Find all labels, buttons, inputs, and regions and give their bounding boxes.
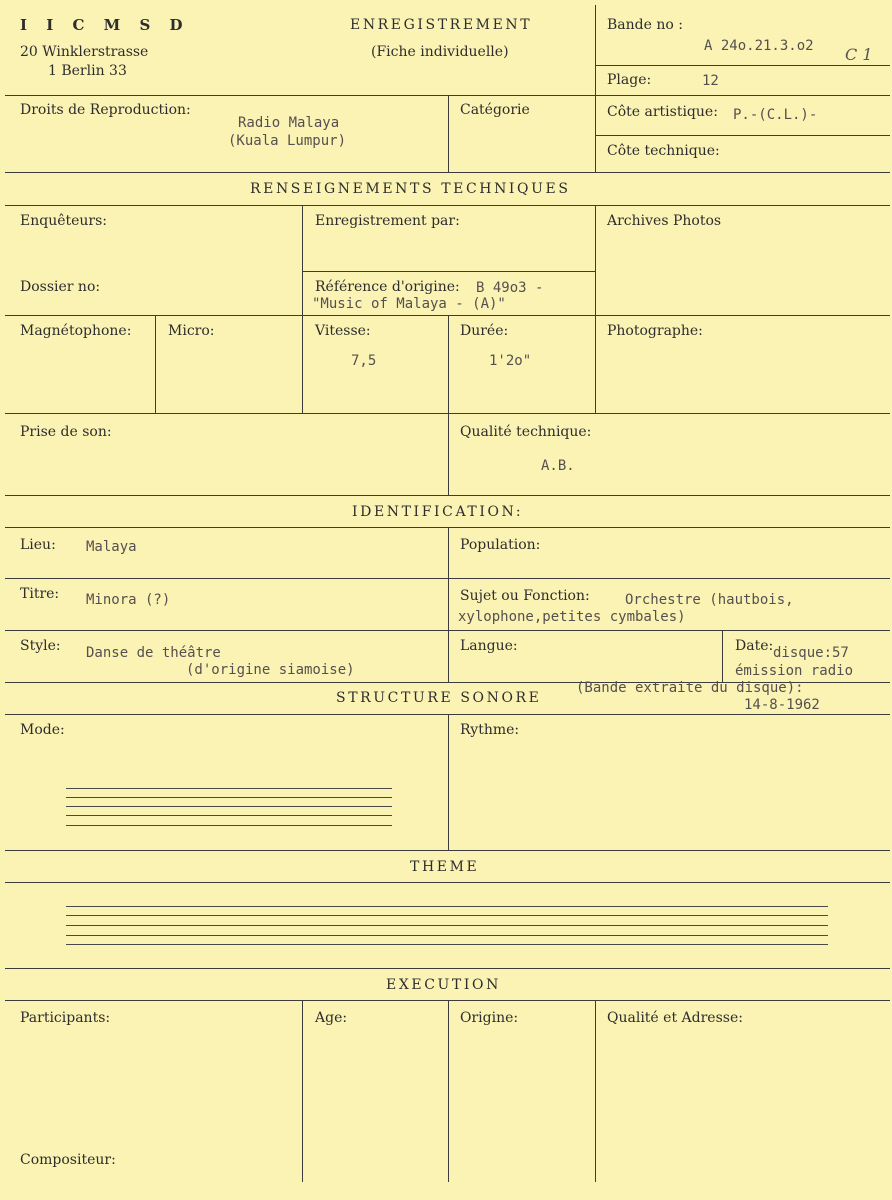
rule [595,5,596,172]
droits-label: Droits de Reproduction: [20,102,191,118]
form-subtitle: (Fiche individuelle) [371,44,509,60]
rule [448,95,449,172]
archives-photos-label: Archives Photos [607,213,722,229]
droits-value-2: (Kuala Lumpur) [228,133,347,149]
bande-handwritten-mark: C 1 [845,45,873,64]
rule [302,205,303,413]
magnetophone-label: Magnétophone: [20,323,132,339]
reference-value: B 49o3 - [476,280,544,296]
section-identification: IDENTIFICATION: [352,504,524,520]
date-value-3: (Bande extraite du disque): [576,680,804,696]
rule [448,1000,449,1182]
rule [5,172,890,173]
population-label: Population: [460,537,541,553]
rule [448,315,449,413]
vitesse-value: 7,5 [351,353,377,369]
participants-label: Participants: [20,1010,111,1026]
prise-de-son-label: Prise de son: [20,424,112,440]
micro-label: Micro: [168,323,215,339]
rule [595,205,596,413]
mode-staff-line [66,788,392,789]
rule [595,65,890,66]
qualite-technique-value: A.B. [541,458,575,474]
plage-label: Plage: [607,72,652,88]
vitesse-label: Vitesse: [315,323,371,339]
sujet-label: Sujet ou Fonction: [460,588,590,604]
qualite-adresse-label: Qualité et Adresse: [607,1010,743,1026]
rule [722,630,723,682]
section-theme: THEME [410,859,480,875]
enqueteurs-label: Enquêteurs: [20,213,108,229]
org-logo: I I C M S D [20,16,190,34]
address-line-1: 20 Winklerstrasse [20,44,149,60]
lieu-label: Lieu: [20,537,56,553]
mode-label: Mode: [20,722,65,738]
rule [5,495,890,496]
style-label: Style: [20,638,61,654]
lieu-value: Malaya [86,539,137,555]
rule [155,315,156,413]
theme-staff-line [66,906,828,907]
theme-staff-line [66,944,828,945]
duree-value: 1'2o" [489,353,532,369]
sujet-value-2: xylophone,petites cymbales) [458,609,686,625]
rule [448,527,449,682]
cote-artistique-value: P.-(C.L.)- [733,107,818,123]
mode-staff-line [66,806,392,807]
rule [5,968,890,969]
date-value-2: émission radio [735,663,854,679]
rule [302,1000,303,1182]
cote-artistique-label: Côte artistique: [607,104,718,120]
section-structure-sonore: STRUCTURE SONORE [336,690,542,706]
qualite-technique-label: Qualité technique: [460,424,592,440]
reference-value-2: "Music of Malaya - (A)" [312,296,506,312]
duree-label: Durée: [460,323,509,339]
langue-label: Langue: [460,638,518,654]
mode-staff-line [66,797,392,798]
titre-label: Titre: [20,586,60,602]
address-line-2: 1 Berlin 33 [48,63,127,79]
titre-value: Minora (?) [86,592,171,608]
style-value-1: Danse de théâtre [86,645,221,661]
rule [595,1000,596,1182]
mode-staff-line [66,815,392,816]
rule [448,413,449,495]
form-title: ENREGISTREMENT [350,17,533,33]
theme-staff-line [66,935,828,936]
droits-value-1: Radio Malaya [238,115,340,131]
rule [302,271,595,272]
bande-label: Bande no : [607,17,683,33]
sujet-value-1: Orchestre (hautbois, [625,592,794,608]
plage-value: 12 [702,73,719,89]
date-value-1: disque:57 [773,645,849,661]
theme-staff-line [66,925,828,926]
theme-staff-line [66,915,828,916]
dossier-label: Dossier no: [20,279,101,295]
style-value-2: (d'origine siamoise) [186,662,355,678]
rule [448,714,449,850]
rule [5,205,890,206]
reference-label: Référence d'origine: [315,279,460,295]
bande-value: A 24o.21.3.o2 [704,38,814,54]
section-renseignements: RENSEIGNEMENTS TECHNIQUES [250,181,571,197]
categorie-label: Catégorie [460,102,530,118]
origine-label: Origine: [460,1010,519,1026]
mode-staff-line [66,825,392,826]
date-label: Date: [735,638,774,654]
rule [5,882,890,883]
enregistrement-par-label: Enregistrement par: [315,213,460,229]
cote-technique-label: Côte technique: [607,143,720,159]
rule [595,135,890,136]
date-value-4: 14-8-1962 [744,697,820,713]
rythme-label: Rythme: [460,722,520,738]
age-label: Age: [315,1010,348,1026]
photographe-label: Photographe: [607,323,703,339]
section-execution: EXECUTION [386,977,501,993]
compositeur-label: Compositeur: [20,1152,116,1168]
rule [5,850,890,851]
